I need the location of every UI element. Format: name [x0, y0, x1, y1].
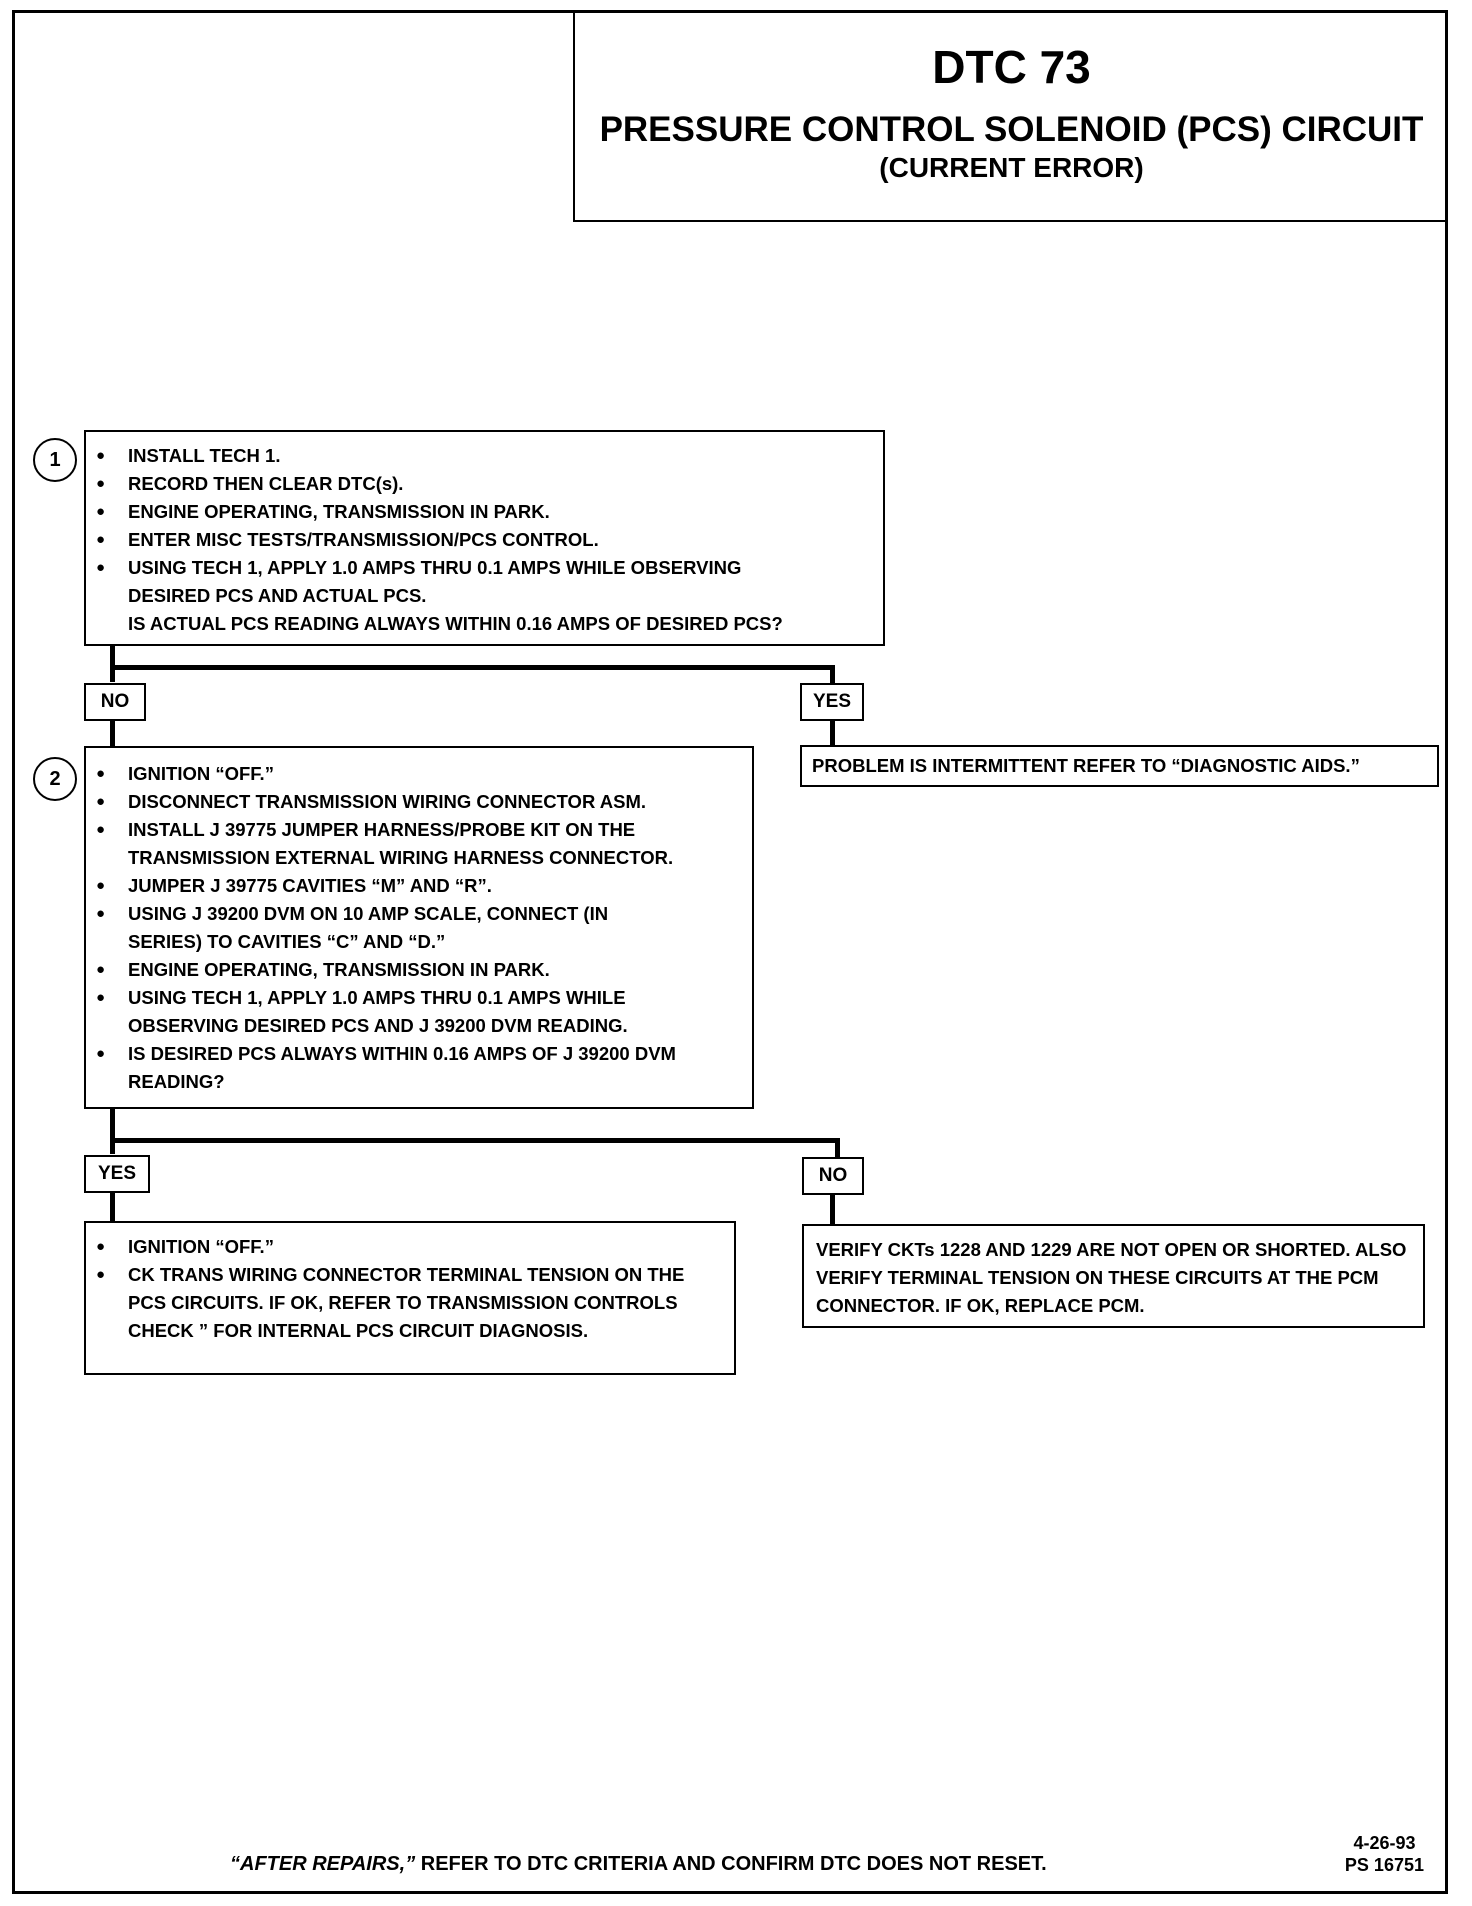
- step-2-item: ● IGNITION “OFF.”: [86, 760, 752, 788]
- connector-line: [830, 665, 835, 685]
- after-repairs-emphasis: “AFTER REPAIRS,”: [230, 1853, 416, 1875]
- connector-line: [110, 1193, 115, 1223]
- after-repairs-note: [230, 1853, 1047, 1876]
- branch-1-yes-label: YES: [800, 683, 864, 721]
- dtc-code: DTC 73: [932, 41, 1091, 93]
- connector-line: [110, 721, 115, 747]
- result-verify-ckts-box: [802, 1224, 1425, 1328]
- revision-date: 4-26-93: [1353, 1833, 1416, 1853]
- connector-line: [830, 721, 835, 745]
- step-2-item: ● ENGINE OPERATING, TRANSMISSION IN PARK.: [86, 956, 752, 984]
- connector-line: [830, 1195, 835, 1225]
- step-1-item: ● ENTER MISC TESTS/TRANSMISSION/PCS CONTROL.: [86, 526, 883, 554]
- step-1-question: IS ACTUAL PCS READING ALWAYS WITHIN 0.16 AMPS OF DESIRED PCS?: [128, 613, 783, 634]
- step-1-item: ● RECORD THEN CLEAR DTC(s).: [86, 470, 883, 498]
- step-1-item: ● USING TECH 1, APPLY 1.0 AMPS THRU 0.1 AMPS WHILE OBSERVING DESIRED PCS AND ACTUAL PCS.: [86, 554, 883, 610]
- result-terminal-item: ● CK TRANS WIRING CONNECTOR TERMINAL TENSION ON THE PCS CIRCUITS. IF OK, REFER TO TRANSMISSION CONTROLS CHECK ” FOR INTERNAL PCS CIRCUIT DIAGNOSIS.: [86, 1261, 734, 1345]
- connector-line: [835, 1138, 840, 1158]
- dtc-name: PRESSURE CONTROL SOLENOID (PCS) CIRCUIT: [599, 110, 1424, 149]
- result-intermittent-box: [800, 745, 1439, 787]
- document-id: [1345, 1832, 1424, 1876]
- after-repairs-text: REFER TO DTC CRITERIA AND CONFIRM DTC DOES NOT RESET.: [415, 1853, 1047, 1875]
- step-2-item: ● USING TECH 1, APPLY 1.0 AMPS THRU 0.1 AMPS WHILE OBSERVING DESIRED PCS AND J 39200 DVM READING.: [86, 984, 752, 1040]
- branch-1-no-label: NO: [84, 683, 146, 721]
- step-2-marker: 2: [33, 757, 77, 801]
- dtc-subtitle: (CURRENT ERROR): [879, 152, 1144, 183]
- connector-line: [110, 1138, 840, 1143]
- connector-line: [110, 646, 115, 682]
- connector-line: [110, 1109, 115, 1154]
- step-2-item: ● USING J 39200 DVM ON 10 AMP SCALE, CONNECT (IN SERIES) TO CAVITIES “C” AND “D.”: [86, 900, 752, 956]
- branch-2-yes-label: YES: [84, 1155, 150, 1193]
- result-terminal-tension-box: [84, 1221, 736, 1375]
- step-1-box: [84, 430, 885, 646]
- step-2-item: ● INSTALL J 39775 JUMPER HARNESS/PROBE KIT ON THE TRANSMISSION EXTERNAL WIRING HARNESS CONNECTOR.: [86, 816, 752, 872]
- branch-2-no-label: NO: [802, 1157, 864, 1195]
- title-block: [573, 10, 1448, 222]
- step-2-item: ● DISCONNECT TRANSMISSION WIRING CONNECTOR ASM.: [86, 788, 752, 816]
- result-terminal-item: ● IGNITION “OFF.”: [86, 1233, 734, 1261]
- result-verify-ckts-text: VERIFY CKTs 1228 AND 1229 ARE NOT OPEN OR SHORTED. ALSO VERIFY TERMINAL TENSION ON THESE CIRCUITS AT THE PCM CONNECTOR. IF OK, REPLACE PCM.: [816, 1239, 1407, 1316]
- result-intermittent-text: PROBLEM IS INTERMITTENT REFER TO “DIAGNOSTIC AIDS.”: [812, 755, 1360, 776]
- step-1-marker: 1: [33, 438, 77, 482]
- ps-number: PS 16751: [1344, 1855, 1424, 1875]
- step-1-item: ● INSTALL TECH 1.: [86, 442, 883, 470]
- step-2-item: ● IS DESIRED PCS ALWAYS WITHIN 0.16 AMPS OF J 39200 DVM READING?: [86, 1040, 752, 1096]
- step-2-box: [84, 746, 754, 1109]
- connector-line: [110, 665, 835, 670]
- step-1-item: ● ENGINE OPERATING, TRANSMISSION IN PARK.: [86, 498, 883, 526]
- step-2-item: ● JUMPER J 39775 CAVITIES “M” AND “R”.: [86, 872, 752, 900]
